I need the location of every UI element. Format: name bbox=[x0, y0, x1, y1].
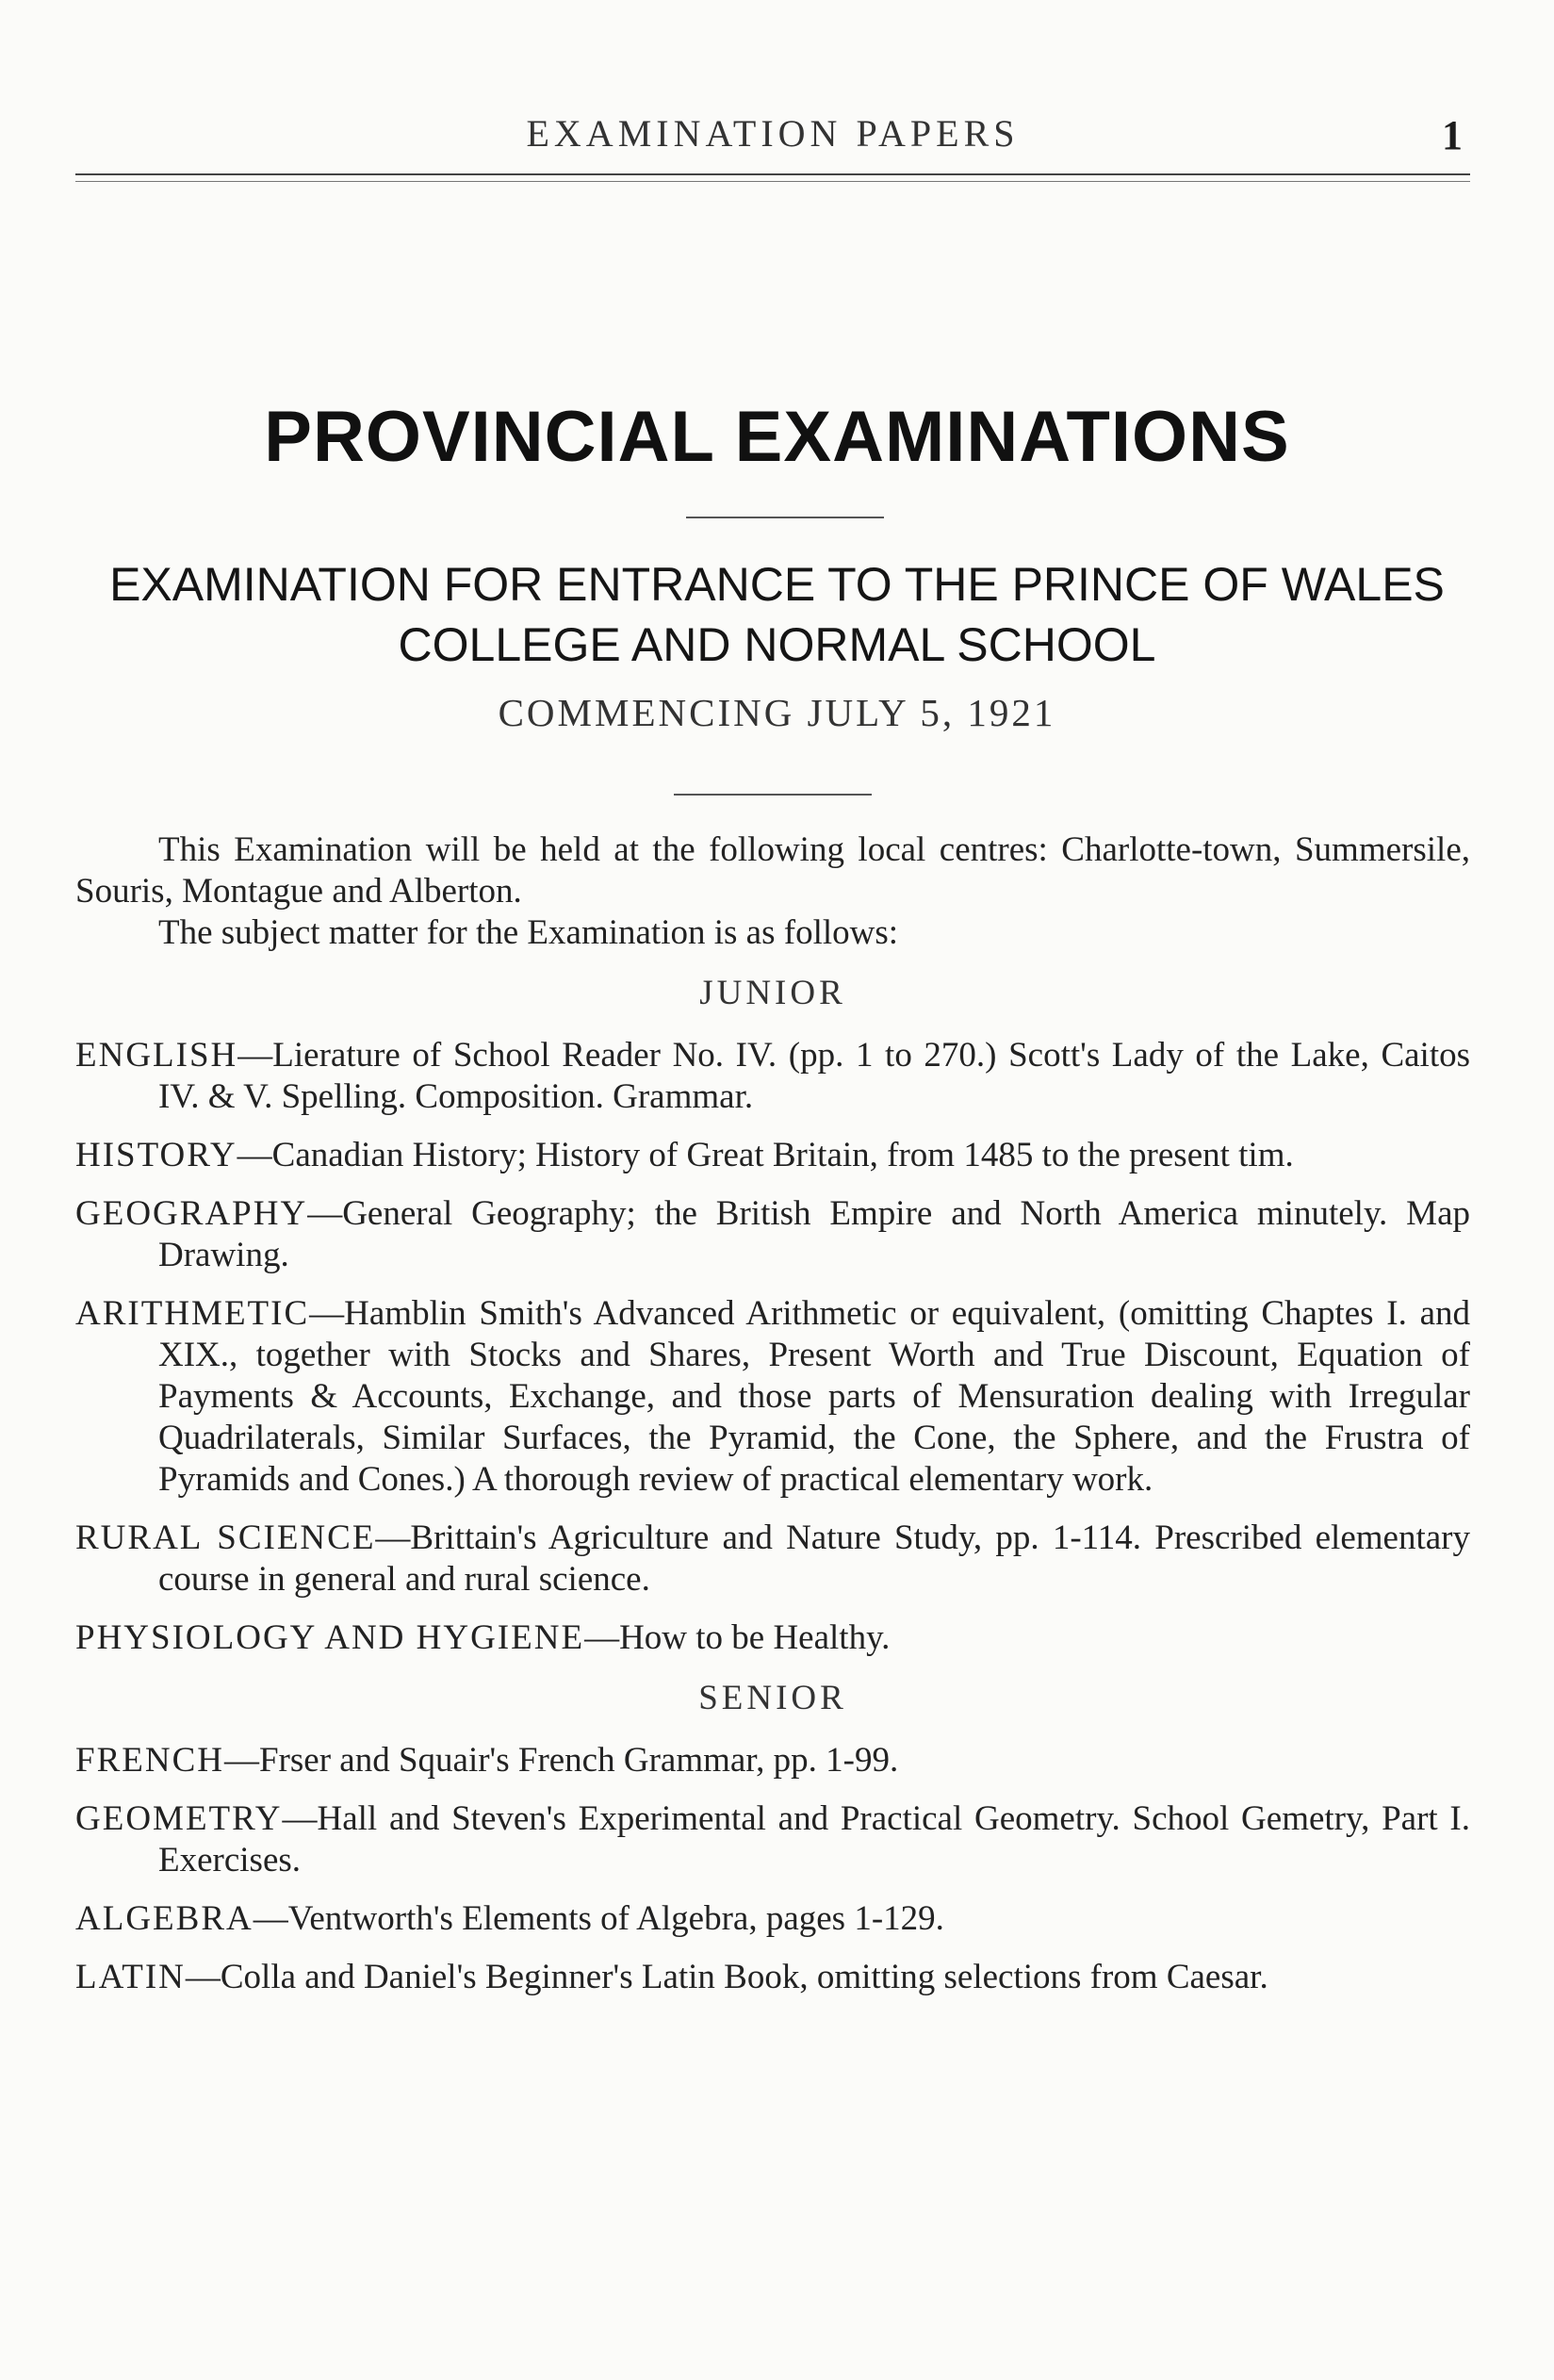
subject-text: —Lierature of School Reader No. IV. (pp. 1 to 270.) Scott's Lady of the Lake, Caitos IV. & V. Spelling. Composition. Grammar. bbox=[158, 1036, 1470, 1116]
intro-paragraph-subject-matter: The subject matter for the Examination is as follows: bbox=[158, 913, 899, 952]
subject-name: GEOMETRY bbox=[75, 1799, 283, 1838]
header-rule bbox=[75, 173, 1470, 175]
subject-name: ALGEBRA bbox=[75, 1899, 254, 1938]
running-title: EXAMINATION PAPERS bbox=[526, 112, 1020, 155]
page-number: 1 bbox=[1442, 112, 1463, 158]
subject-name: FRENCH bbox=[75, 1741, 224, 1780]
subject-english bbox=[75, 1035, 1470, 1118]
subject-text: —Ventworth's Elements of Algebra, pages 1-129. bbox=[253, 1899, 944, 1938]
subject-text: —Hall and Steven's Experimental and Practical Geometry. School Gemetry, Part I. Exercises. bbox=[158, 1799, 1470, 1879]
subject-geometry bbox=[75, 1798, 1470, 1881]
subject-arithmetic bbox=[75, 1293, 1470, 1501]
dateline: COMMENCING JULY 5, 1921 bbox=[498, 691, 1056, 734]
subject-rural-science bbox=[75, 1518, 1470, 1600]
subject-french bbox=[75, 1740, 1470, 1781]
subject-name: PHYSIOLOGY AND HYGIENE bbox=[75, 1618, 585, 1657]
subject-name: ENGLISH bbox=[75, 1036, 238, 1075]
subject-history bbox=[75, 1135, 1470, 1176]
subject-text: —Brittain's Agriculture and Nature Study, pp. 1-114. Prescribed elementary course in general and rural science. bbox=[158, 1518, 1470, 1599]
intro-paragraph-centres: This Examination will be held at the following local centres: Charlotte-town, Summersile, Souris, Montague and Alberton. bbox=[75, 830, 1470, 911]
subject-text: —Hamblin Smith's Advanced Arithmetic or equivalent, (omitting Chaptes I. and XIX., together with Stocks and Shares, Present Worth and True Discount, Equation of Payments & Accounts, Exchange, and those parts of Mensuration dealing with Irregular Quadrilaterals, Similar Surfaces, the Pyramid, the Cone, the Sphere, and the Frustra of Pyramids and Cones.) A thorough review of practical elementary work. bbox=[158, 1294, 1470, 1499]
subject-algebra bbox=[75, 1898, 1470, 1940]
subtitle-line-2: COLLEGE AND NORMAL SCHOOL bbox=[398, 618, 1156, 671]
subject-name: RURAL SCIENCE bbox=[75, 1518, 376, 1557]
subject-name: HISTORY bbox=[75, 1136, 237, 1174]
header-rule-secondary bbox=[75, 181, 1470, 182]
section-heading-junior: JUNIOR bbox=[699, 974, 846, 1012]
exam-subtitle bbox=[57, 554, 1497, 675]
subject-physiology-hygiene bbox=[75, 1617, 1470, 1659]
subject-geography bbox=[75, 1193, 1470, 1276]
subject-name: ARITHMETIC bbox=[75, 1294, 310, 1333]
dateline-divider bbox=[674, 794, 872, 796]
subject-name: GEOGRAPHY bbox=[75, 1194, 308, 1233]
intro bbox=[75, 829, 1470, 954]
body-text bbox=[75, 829, 1470, 2015]
subtitle-line-1: EXAMINATION FOR ENTRANCE TO THE PRINCE OF WALES bbox=[109, 558, 1445, 611]
subject-text: —Colla and Daniel's Beginner's Latin Book, omitting selections from Caesar. bbox=[185, 1958, 1268, 1996]
subject-name: LATIN bbox=[75, 1958, 186, 1996]
page-title: PROVINCIAL EXAMINATIONS bbox=[264, 397, 1290, 477]
title-divider bbox=[686, 517, 884, 518]
subject-text: —Frser and Squair's French Grammar, pp. 1-99. bbox=[223, 1741, 899, 1780]
subject-text: —General Geography; the British Empire and North America minutely. Map Drawing. bbox=[158, 1194, 1470, 1274]
section-heading-senior: SENIOR bbox=[698, 1679, 847, 1717]
subject-text: —Canadian History; History of Great Britain, from 1485 to the present tim. bbox=[237, 1136, 1294, 1174]
subject-text: —How to be Healthy. bbox=[584, 1618, 891, 1657]
subject-latin bbox=[75, 1957, 1470, 1998]
